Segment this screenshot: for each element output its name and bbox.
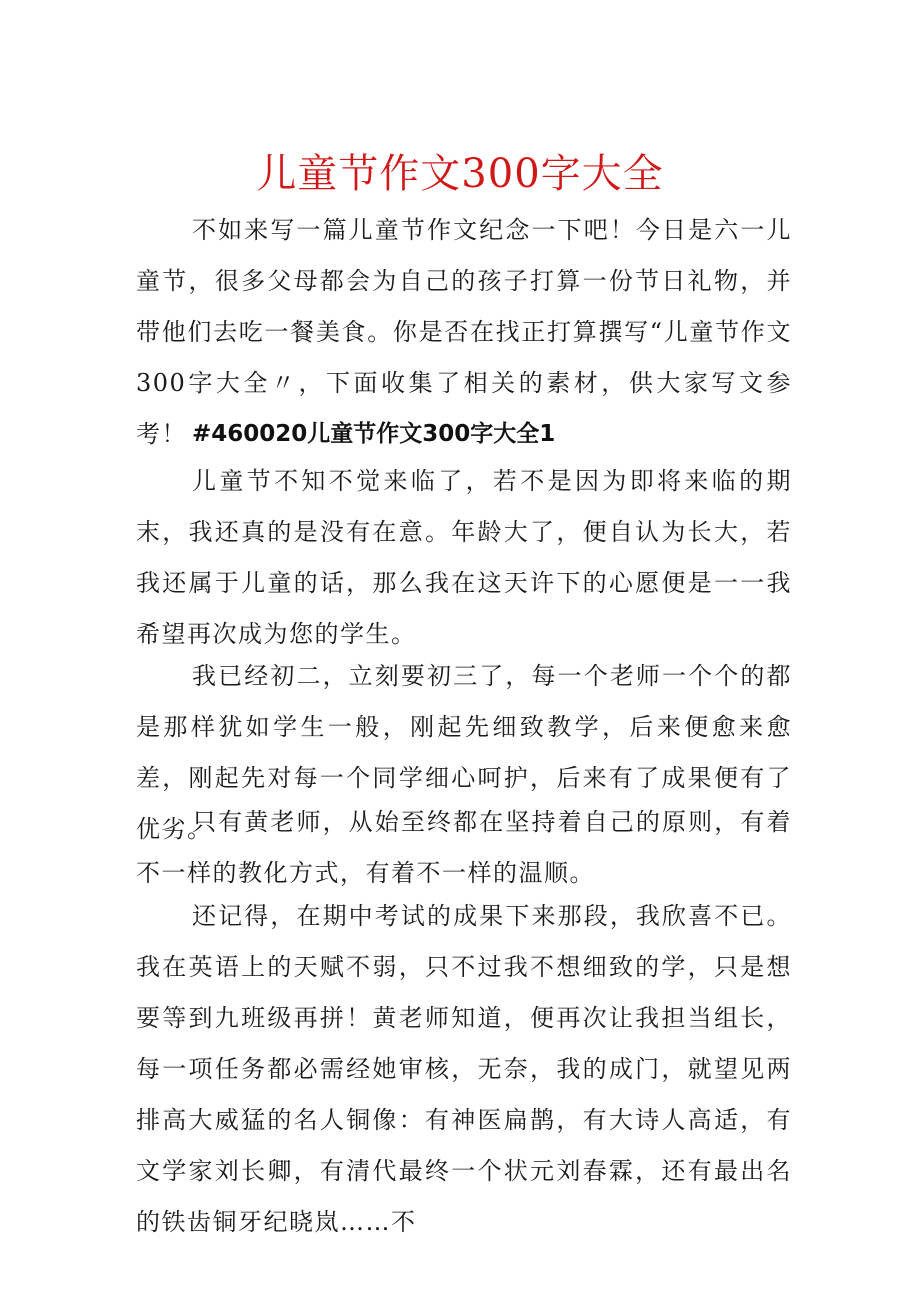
body-paragraph-3: 只有黄老师，从始至终都在坚持着自己的原则，有着不一样的教化方式，有着不一样的温顺。: [136, 808, 792, 887]
intro-paragraph: 不如来写一篇儿童节作文纪念一下吧！今日是六一儿童节，很多父母都会为自己的孩子打算一份节日礼物，并带他们去吃一餐美食。你是否在找正打算撰写“儿童节作文300字大全〃，下面收集了相关的素材，供大家写文参考！: [136, 216, 792, 448]
document-title: 儿童节作文300字大全: [256, 151, 664, 197]
body-paragraph-1: 儿童节不知不觉来临了，若不是因为即将来临的期末，我还真的是没有在意。年龄大了，便自认为长大，若我还属于儿童的话，那么我在这天许下的心愿便是一一我希望再次成为您的学生。: [136, 467, 792, 648]
body-paragraph-2: 我已经初二，立刻要初三了，每一个老师一个个的都是那样犹如学生一般，刚起先细致教学，后来便愈来愈差，刚起先对每一个同学细心呵护，后来有了成果便有了优劣。: [136, 662, 792, 843]
body-paragraph-4: 还记得，在期中考试的成果下来那段，我欣喜不已。我在英语上的天赋不弱，只不过我不想细致的学，只是想要等到九班级再拼！黄老师知道，便再次让我担当组长，每一项任务都必需经她审核，无奈，我的成门，就望见两排高大威猛的名人铜像：有神医扁鹊，有大诗人高适，有文学家刘长卿，有清代最终一个状元刘春霖，还有最出名的铁齿铜牙纪晓岚……不: [136, 902, 792, 1236]
section-heading: #460020儿童节作文300字大全1: [192, 421, 556, 447]
